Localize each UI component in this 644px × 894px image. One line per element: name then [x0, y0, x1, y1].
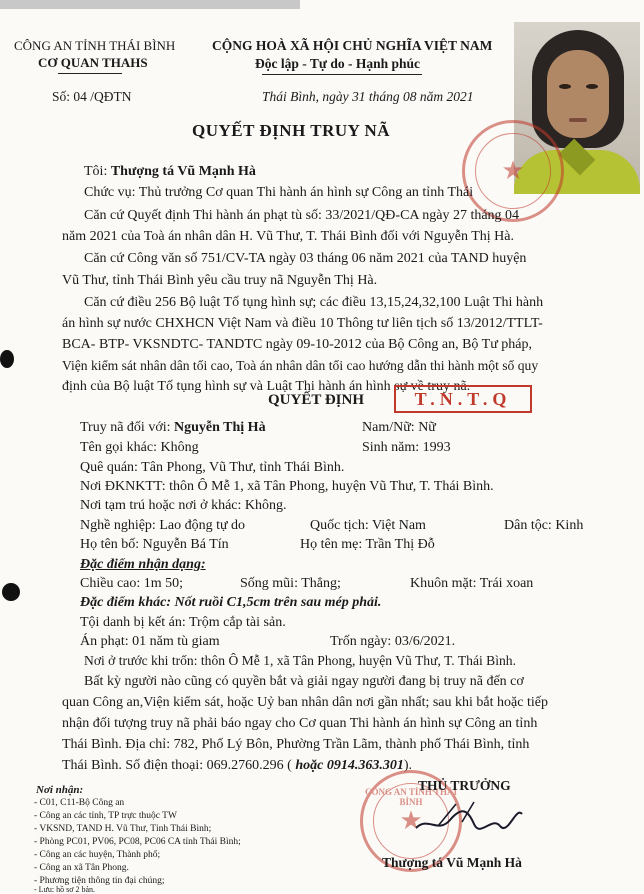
recipient-item: - VKSND, TAND H. Vũ Thư, Tỉnh Thái Bình; [34, 824, 212, 834]
recipient-item: - Lưu: hồ sơ 2 bản. [34, 885, 96, 894]
phone-prefix: Thái Bình. Số điện thoại: 069.2760.296 ( [62, 758, 296, 773]
preamble-line: Vũ Thư, tỉnh Thái Bình yêu cầu truy nã Nguyễn Thị Hà. [62, 273, 378, 288]
issuer-line [84, 164, 256, 180]
national-motto: Độc lập - Tự do - Hạnh phúc [255, 56, 421, 71]
top-scan-bar [0, 0, 300, 9]
recipient-item: - Công an các huyện, Thành phố; [34, 850, 161, 860]
wanted-line [80, 420, 266, 436]
recipient-item: - Phòng PC01, PV06, PC08, PC06 CA tỉnh Thái Bình; [34, 837, 241, 847]
preamble-line: Căn cứ Công văn số 751/CV-TA ngày 03 tháng 06 năm 2021 của TAND huyện [84, 251, 527, 266]
last-residence-field: Nơi ở trước khi trốn: thôn Ô Mễ 1, xã Tân Phong, huyện Vũ Thư, T. Thái Bình. [84, 653, 517, 668]
country-name: CỘNG HOÀ XÃ HỘI CHỦ NGHĨA VIỆT NAM [212, 38, 493, 53]
agency-line1: CÔNG AN TỈNH THÁI BÌNH [14, 38, 176, 53]
document-number: Số: 04 /QĐTN [52, 89, 132, 104]
notice-line: Thái Bình. Địa chỉ: 782, Phố Lý Bôn, Phường Trần Lãm, thành phố Thái Bình, tỉnh [62, 737, 530, 752]
tntq-stamp: T.N.T.Q [394, 385, 532, 413]
wanted-label: Truy nã đối với: [80, 420, 175, 435]
official-seal-top: ★ [462, 120, 564, 222]
features-heading: Đặc điểm nhận dạng: [80, 557, 206, 572]
temporary-address-field: Nơi tạm trú hoặc nơi ở khác: Không. [80, 498, 287, 513]
preamble-line: năm 2021 của Toà án nhân dân H. Vũ Thư, T. Thái Bình đối với Nguyễn Thị Hà. [62, 229, 514, 244]
preamble-line: án hình sự nước CHXHCN Việt Nam và điều 10 Thông tư liên tịch số 13/2012/TTLT- [62, 316, 543, 331]
other-features-field: Đặc điểm khác: Nốt ruồi C1,5cm trên sau mép phải. [80, 595, 382, 610]
recipients-heading: Nơi nhận: [36, 784, 84, 796]
seal-text: CÔNG AN TỈNH THÁI BÌNH [365, 787, 457, 807]
notice-line: Bất kỳ người nào cũng có quyền bắt và giải ngay người đang bị truy nã đến cơ [84, 674, 524, 689]
birth-year-field: Sinh năm: 1993 [362, 440, 451, 455]
ethnicity-field: Dân tộc: Kinh [504, 518, 584, 533]
permanent-address-field: Nơi ĐKNKTT: thôn Ô Mễ 1, xã Tân Phong, huyện Vũ Thư, T. Thái Bình. [80, 479, 494, 494]
preamble-line: định của Bộ luật Tố tụng hình sự và Luật Thi hành án hình sự về truy nã. [62, 379, 471, 394]
nose-field: Sống mũi: Thẳng; [240, 576, 341, 591]
mother-field: Họ tên mẹ: Trần Thị Đỗ [300, 537, 435, 552]
margin-ink-dot [0, 350, 14, 368]
handwritten-signature [408, 796, 528, 840]
preamble-line: Viện kiểm sát nhân dân tối cao, Toà án nhân dân tối cao hướng dẫn thi hành một số quy [62, 358, 539, 373]
crime-field: Tội danh bị kết án: Trộm cắp tài sản. [80, 615, 286, 630]
notice-phone-line [62, 758, 412, 774]
preamble-line: BCA- BTP- VKSNDTC- TANDTC ngày 09-10-2012 của Bộ Công an, Bộ Tư pháp, [62, 337, 533, 352]
motto-underline [262, 74, 422, 75]
issuer-label: Tôi: [84, 164, 111, 179]
notice-line: nhận đối tượng truy nã phải báo ngay cho Cơ quan Thi hành án hình sự Công an tỉnh [62, 716, 538, 731]
document-title: QUYẾT ĐỊNH TRUY NÃ [192, 121, 391, 140]
date-line: Thái Bình, ngày 31 tháng 08 năm 2021 [262, 89, 474, 104]
wanted-name: Nguyễn Thị Hà [174, 420, 266, 435]
issuer-name: Thượng tá Vũ Mạnh Hà [110, 164, 256, 179]
height-field: Chiều cao: 1m 50; [80, 576, 184, 591]
signer-name: Thượng tá Vũ Mạnh Hà [382, 855, 522, 870]
preamble-line: Căn cứ Quyết định Thi hành án phạt tù số: 33/2021/QĐ-CA ngày 27 tháng 04 [84, 208, 520, 223]
agency-underline [58, 73, 122, 74]
decision-heading: QUYẾT ĐỊNH [268, 392, 364, 408]
gender-field: Nam/Nữ: Nữ [362, 420, 436, 435]
hometown-field: Quê quán: Tân Phong, Vũ Thư, tỉnh Thái Bình. [80, 460, 345, 475]
recipient-item: - Phương tiện thông tin đại chúng; [34, 876, 165, 886]
occupation-field: Nghề nghiệp: Lao động tự do [80, 518, 246, 533]
recipient-item: - C01, C11-Bộ Công an [34, 798, 125, 808]
escape-date-field: Trốn ngày: 03/6/2021. [330, 634, 456, 649]
agency-line2: CƠ QUAN THAHS [38, 55, 148, 70]
father-field: Họ tên bố: Nguyễn Bá Tín [80, 537, 229, 552]
face-field: Khuôn mặt: Trái xoan [410, 576, 534, 591]
preamble-line: Chức vụ: Thủ trưởng Cơ quan Thi hành án hình sự Công an tỉnh Thái [84, 185, 474, 200]
phone-suffix: ). [403, 758, 412, 773]
phone-alt: hoặc 0914.363.301 [295, 758, 404, 773]
sentence-field: Án phạt: 01 năm tù giam [80, 634, 220, 649]
preamble-line: Căn cứ điều 256 Bộ luật Tố tụng hình sự; các điều 13,15,24,32,100 Luật Thi hành [84, 295, 544, 310]
signature-role: THỦ TRƯỞNG [418, 778, 511, 793]
nationality-field: Quốc tịch: Việt Nam [310, 518, 426, 533]
margin-ink-dot [2, 583, 20, 601]
recipient-item: - Công an các tỉnh, TP trực thuộc TW [34, 811, 177, 821]
notice-line: quan Công an,Viện kiểm sát, hoặc Uỷ ban nhân dân nơi gần nhất; sau khi bắt hoặc tiếp [62, 695, 548, 710]
alias-field: Tên gọi khác: Không [80, 440, 199, 455]
official-seal-signature: ★ CÔNG AN TỈNH THÁI BÌNH [360, 770, 462, 872]
recipient-item: - Công an xã Tân Phong. [34, 863, 129, 873]
